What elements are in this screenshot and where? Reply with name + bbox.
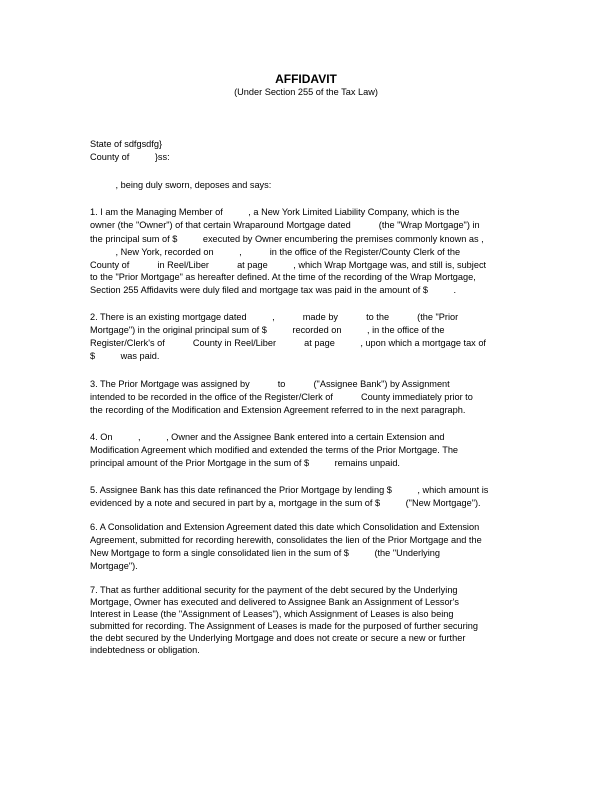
paragraph-2-line: 2. There is an existing mortgage dated , made by to the (the "Prior [90, 312, 459, 322]
paragraph-1-line: the principal sum of $ executed by Owner encumbering the premises commonly known as , [90, 234, 484, 244]
paragraph-1-line: owner (the "Owner") of that certain Wraparound Mortgage dated (the "Wrap Mortgage") in [90, 220, 480, 230]
paragraph-2-line: Register/Clerk's of County in Reel/Liber at page , upon which a mortgage tax of [90, 338, 486, 348]
paragraph-4-line: 4. On , , Owner and the Assignee Bank entered into a certain Extension and [90, 432, 445, 442]
paragraph-5-line: 5. Assignee Bank has this date refinanced the Prior Mortgage by lending $ , which amount is [90, 485, 489, 495]
venue-state-line: State of sdfgsdfg} [90, 139, 163, 149]
paragraph-2-line: Mortgage") in the original principal sum of $ recorded on , in the office of the [90, 325, 445, 335]
document-subtitle: (Under Section 255 of the Tax Law) [234, 87, 378, 97]
paragraph-5-line: evidenced by a note and secured in part by a, mortgage in the sum of $ ("New Mortgage"). [90, 498, 481, 508]
paragraph-6-line: Agreement, submitted for recording herewith, consolidates the lien of the Prior Mortgage and the [90, 535, 482, 545]
paragraph-4-line: principal amount of the Prior Mortgage in the sum of $ remains unpaid. [90, 458, 400, 468]
paragraph-7-line: indebtedness or obligation. [90, 645, 200, 655]
paragraph-1-line: 1. I am the Managing Member of , a New York Limited Liability Company, which is the [90, 207, 460, 217]
paragraph-7-line: Mortgage, Owner has executed and delivered to Assignee Bank an Assignment of Lessor's [90, 597, 459, 607]
document-title: AFFIDAVIT [275, 72, 337, 86]
paragraph-3-line: intended to be recorded in the office of the Register/Clerk of County immediately prior to [90, 392, 473, 402]
deponent-line: , being duly sworn, deposes and says: [90, 180, 272, 190]
paragraph-1-line: , New York, recorded on , in the office of the Register/County Clerk of the [90, 247, 461, 257]
paragraph-7-line: Interest in Lease (the "Assignment of Leases"), which Assignment of Leases is also being [90, 609, 454, 619]
paragraph-7-line: 7. That as further additional security for the payment of the debt secured by the Underlying [90, 585, 458, 595]
paragraph-3-line: 3. The Prior Mortgage was assigned by to ("Assignee Bank") by Assignment [90, 379, 450, 389]
paragraph-6-line: New Mortgage to form a single consolidated lien in the sum of $ (the "Underlying [90, 548, 441, 558]
paragraph-3-line: the recording of the Modification and Extension Agreement referred to in the next paragraph. [90, 405, 466, 415]
paragraph-1-line: County of in Reel/Liber at page , which Wrap Mortgage was, and still is, subject [90, 260, 487, 270]
paragraph-1-line: Section 255 Affidavits were duly filed and mortgage tax was paid in the amount of $ . [90, 285, 457, 295]
paragraph-7-line: submitted for recording. The Assignment of Leases is made for the purposed of further securing [90, 621, 478, 631]
paragraph-1-line: to the "Prior Mortgage" as hereafter defined. At the time of the recording of the Wrap Mortgage, [90, 272, 476, 282]
paragraph-2-line: $ was paid. [90, 351, 160, 361]
paragraph-4-line: Modification Agreement which modified and extended the terms of the Prior Mortgage. The [90, 445, 459, 455]
paragraph-6-line: Mortgage"). [90, 561, 138, 571]
venue-county-line: County of }ss: [90, 152, 170, 162]
paragraph-6-line: 6. A Consolidation and Extension Agreement dated this date which Consolidation and Extension [90, 522, 480, 532]
paragraph-7-line: the debt secured by the Underlying Mortgage and does not create or secure a new or further [90, 633, 466, 643]
